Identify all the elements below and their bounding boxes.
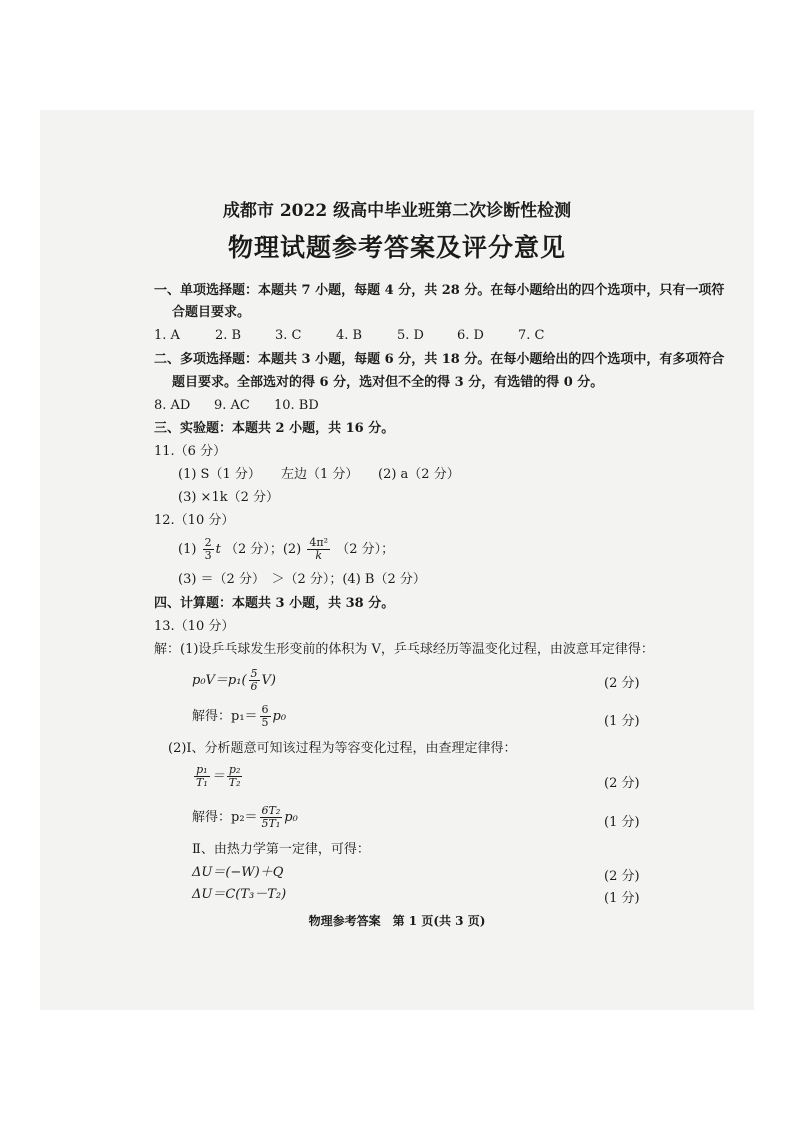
eq2 — [192, 704, 286, 730]
eq5-score: (2 分) — [604, 869, 640, 884]
eq3-equals: ＝ — [211, 769, 225, 784]
answer-9: 9. AC — [214, 398, 250, 413]
eq3 — [192, 764, 245, 790]
q12-fraction-2-num: 4π² — [309, 536, 329, 549]
q12-part2-score: （2 分）； — [336, 542, 395, 557]
eq3-fraction-1-den: T₁ — [196, 776, 208, 789]
eq4-fraction — [260, 805, 283, 830]
sec2-heading-line1: 二、多项选择题：本题共 3 小题，每题 6 分，共 18 分。在每小题给出的四个选项中，有多项符合 — [154, 352, 725, 367]
eq3-fraction-2-num: p₂ — [228, 763, 241, 776]
sec1-heading-line2: 合题目要求。 — [172, 305, 251, 320]
eq2-fraction — [260, 704, 271, 729]
answer-4: 4. B — [336, 328, 363, 343]
exam-subtitle: 成都市 2022 级高中毕业班第二次诊断性检测 — [222, 201, 572, 221]
q11-part2: (2) a（2 分） — [378, 467, 460, 482]
answer-8: 8. AD — [154, 398, 191, 413]
page-title: 物理试题参考答案及评分意见 — [227, 233, 566, 262]
q12-fraction-1 — [203, 537, 214, 562]
eq2-score: (1 分) — [604, 714, 640, 729]
q12-line2: (3) ＝（2 分） ＞（2 分）；(4) B（2 分） — [178, 572, 426, 587]
q11-label: 11.（6 分） — [154, 444, 227, 459]
eq6: ΔU＝C(T₃－T₂) — [192, 887, 287, 902]
q13-part2b-intro: Ⅱ、由热力学第一定律，可得： — [192, 842, 370, 857]
eq1-score: (2 分) — [604, 676, 640, 691]
q12-part1-prefix: (1) — [178, 542, 197, 557]
eq1-left: p₀V＝p₁( — [192, 673, 247, 688]
eq2-fraction-den: 5 — [261, 716, 269, 729]
q12-fraction-2 — [307, 537, 330, 562]
eq3-fraction-2 — [227, 764, 243, 789]
q11-part1: (1) S（1 分） — [178, 467, 261, 482]
eq2-left: 解得：p₁＝ — [192, 709, 258, 724]
eq2-fraction-num: 6 — [261, 703, 269, 716]
q12-fraction-1-num: 2 — [204, 536, 212, 549]
q12-label: 12.（10 分） — [154, 513, 235, 528]
sec1-heading-line1: 一、单项选择题：本题共 7 小题，每题 4 分，共 28 分。在每小题给出的四个选项中，只有一项符 — [154, 283, 725, 298]
q11-part3: (3) ×1k（2 分） — [178, 490, 279, 505]
eq4-left: 解得：p₂＝ — [192, 810, 258, 825]
eq4 — [192, 805, 298, 831]
eq1-fraction-num: 5 — [250, 667, 258, 680]
eq6-score: (1 分) — [604, 891, 640, 906]
eq1-fraction — [249, 668, 260, 693]
sec2-heading-line2: 题目要求。全部选对的得 6 分，选对但不全的得 3 分，有选错的得 0 分。 — [172, 375, 604, 390]
eq1-right: V) — [261, 673, 276, 688]
eq2-right: p₀ — [272, 709, 287, 724]
eq1 — [192, 668, 276, 694]
eq4-fraction-num: 6T₂ — [261, 804, 281, 817]
sec4-heading: 四、计算题：本题共 3 小题，共 38 分。 — [154, 596, 395, 611]
eq4-right: p₀ — [284, 810, 298, 825]
answer-3: 3. C — [275, 328, 302, 343]
q11-part1-side: 左边（1 分） — [281, 467, 359, 482]
eq4-fraction-den: 5T₁ — [261, 817, 281, 830]
q13-part2-intro: (2)Ⅰ、分析题意可知该过程为等容变化过程，由查理定律得： — [168, 741, 517, 756]
sec3-heading: 三、实验题：本题共 2 小题，共 16 分。 — [154, 421, 395, 436]
answer-1: 1. A — [154, 328, 180, 343]
q12-line1 — [178, 537, 394, 563]
eq1-fraction-den: 6 — [250, 680, 258, 693]
eq3-fraction-2-den: T₂ — [228, 776, 241, 789]
answer-6: 6. D — [457, 328, 484, 343]
q12-fraction-2-den: k — [315, 549, 323, 562]
eq5: ΔU＝(−W)＋Q — [192, 865, 284, 880]
q13-label: 13.（10 分） — [154, 619, 235, 634]
q13-intro: 解：(1)设乒乓球发生形变前的体积为 V，乒乓球经历等温变化过程，由波意耳定律得： — [154, 642, 654, 657]
page-footer: 物理参考答案 第 1 页(共 3 页) — [308, 914, 486, 928]
answer-10: 10. BD — [274, 398, 319, 413]
answer-2: 2. B — [215, 328, 242, 343]
q12-part1-score: （2 分）；(2) — [224, 542, 302, 557]
eq3-score: (2 分) — [604, 776, 640, 791]
q12-fraction-1-var: t — [215, 542, 221, 557]
answer-7: 7. C — [518, 328, 545, 343]
q12-fraction-1-den: 3 — [204, 549, 212, 562]
eq4-score: (1 分) — [604, 815, 640, 830]
eq3-fraction-1-num: p₁ — [196, 763, 208, 776]
eq3-fraction-1 — [194, 764, 210, 789]
answer-5: 5. D — [397, 328, 424, 343]
